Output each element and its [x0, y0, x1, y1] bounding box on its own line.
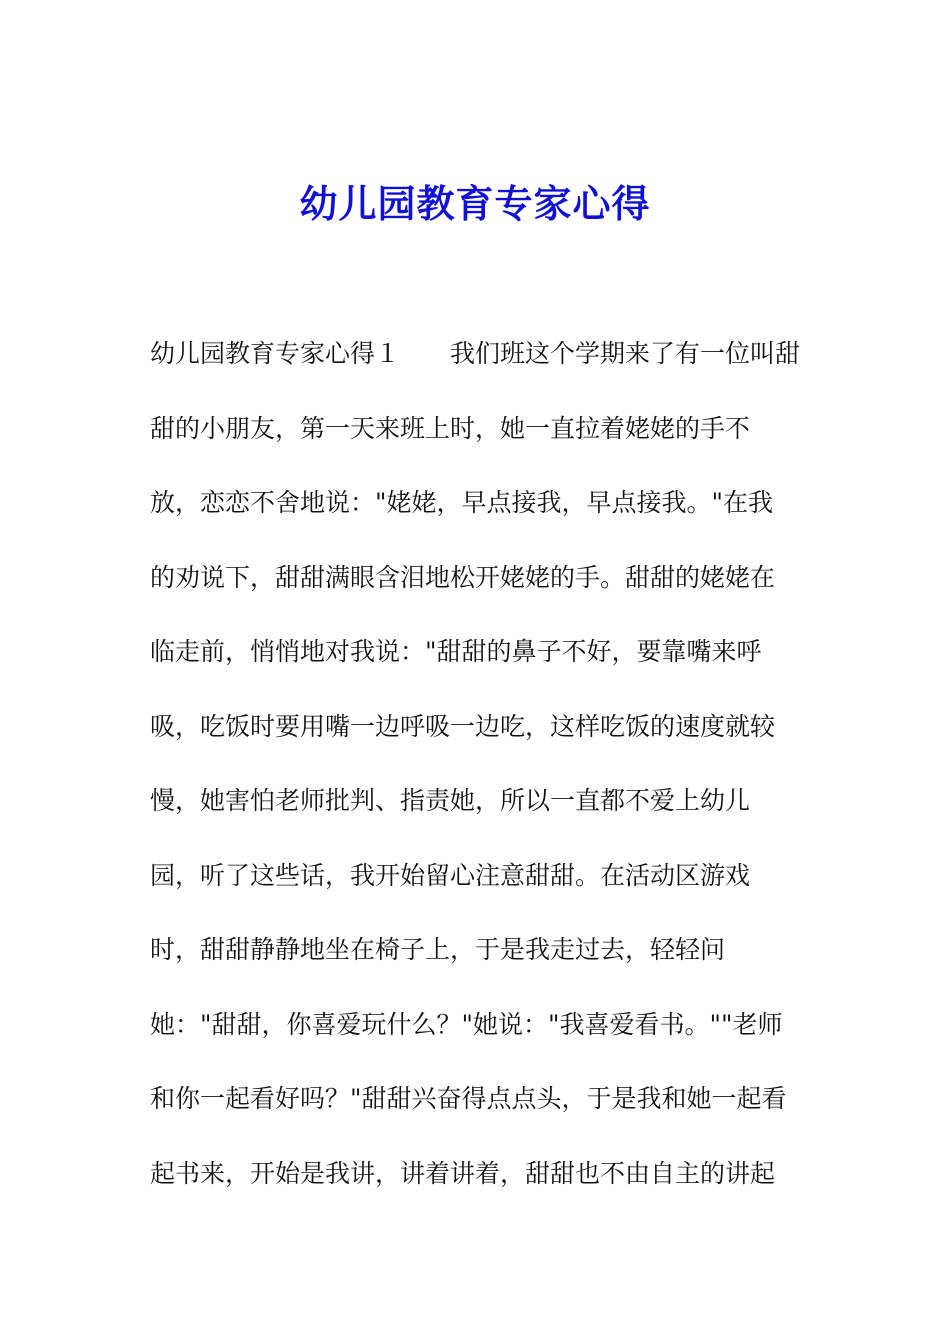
body-line: 幼儿园教育专家心得１ 我们班这个学期来了有一位叫甜 — [150, 339, 801, 368]
body-line: 时，甜甜静静地坐在椅子上，于是我走过去，轻轻问 — [150, 935, 726, 964]
body-line: 放，恋恋不舍地说："姥姥，早点接我，早点接我。"在我 — [150, 488, 774, 517]
body-line: 吸，吃饭时要用嘴一边呼吸一边吃，这样吃饭的速度就较 — [150, 711, 776, 741]
document-body — [150, 332, 810, 1226]
body-line: 和你一起看好吗？"甜甜兴奋得点点头，于是我和她一起看 — [150, 1084, 787, 1113]
body-line: 起书来，开始是我讲，讲着讲着，甜甜也不由自主的讲起 — [150, 1158, 776, 1188]
body-line: 的劝说下，甜甜满眼含泪地松开姥姥的手。甜甜的姥姥在 — [150, 562, 776, 592]
body-line: 临走前，悄悄地对我说："甜甜的鼻子不好，要靠嘴来呼 — [150, 637, 762, 666]
body-line: 甜的小朋友，第一天来班上时，她一直拉着姥姥的手不 — [150, 413, 751, 443]
body-line: 园，听了这些话，我开始留心注意甜甜。在活动区游戏 — [150, 860, 751, 890]
body-line: 她："甜甜，你喜爱玩什么？"她说："我喜爱看书。""老师 — [150, 1009, 783, 1039]
document-title: 幼儿园教育专家心得 — [299, 181, 651, 226]
body-line: 慢，她害怕老师批判、指责她，所以一直都不爱上幼儿 — [150, 786, 751, 815]
